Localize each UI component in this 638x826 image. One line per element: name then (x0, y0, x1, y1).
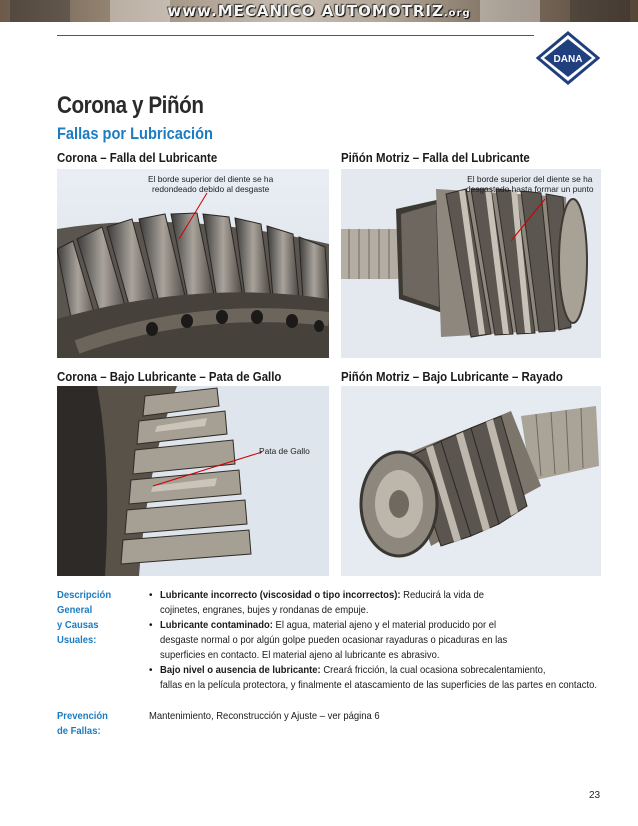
description-label-line: Descripción (57, 589, 112, 601)
bullet-icon: • (149, 590, 153, 601)
panel-3-note-line-1: Pata de Gallo (259, 446, 310, 456)
bullet-icon: • (149, 620, 153, 631)
panel-1-caption: Corona – Falla del Lubricante (57, 150, 218, 165)
pinion-scoring-photo (341, 386, 601, 576)
banner-title-suffix: .org (443, 8, 471, 19)
panel-2-note-line-2: desgastado hasta formar un punto (466, 184, 594, 194)
cause-item-1-text: Reducirá la vida de (400, 589, 485, 601)
page-title: Corona y Piñón (57, 92, 204, 119)
panel-3-note (259, 446, 310, 456)
prevention-label (57, 709, 108, 739)
prevention-reference-link[interactable]: Mantenimiento, Reconstrucción y Ajuste – ver página 6 (149, 710, 380, 722)
cause-item-1-line-1 (160, 588, 484, 603)
panel-3-caption: Corona – Bajo Lubricante – Pata de Gallo (57, 369, 282, 384)
description-label-line: y Causas (57, 619, 99, 631)
cause-item-3-line-2: fallas en la película protectora, y finalmente el atascamiento de las superficies de las partes en contacto. (160, 679, 598, 691)
panel-1-note (148, 174, 273, 194)
panel-1-note-line-1: El borde superior del diente se ha (148, 174, 274, 184)
pinion-lubricant-failure-photo (341, 169, 601, 358)
description-label-line: Usuales: (57, 634, 97, 646)
panel-1-note-line-2: redondeado debido al desgaste (151, 184, 270, 194)
ring-gear-crows-foot-photo (57, 386, 329, 576)
cause-item-2-lead: Lubricante contaminado: (160, 619, 273, 631)
prevention-label-line: de Fallas: (57, 725, 101, 737)
cause-item-1-lead: Lubricante incorrecto (viscosidad o tipo incorrectos): (160, 589, 401, 601)
bullet-icon: • (149, 665, 153, 676)
panel-2-caption: Piñón Motriz – Falla del Lubricante (341, 150, 530, 165)
cause-item-2-line-1 (160, 618, 496, 633)
prevention-label-line: Prevención (57, 710, 108, 722)
description-label (57, 588, 111, 648)
panel-2-note (466, 174, 594, 194)
panel-2-note-line-1: El borde superior del diente se ha (467, 174, 593, 184)
page-subtitle: Fallas por Lubricación (57, 124, 213, 143)
cause-item-2-line-3: superficies en contacto. El material ajeno al lubricante es abrasivo. (160, 649, 440, 661)
cause-item-2-line-2: desgaste normal o por algún golpe pueden ocasionar rayaduras o picaduras en las (160, 634, 508, 646)
dana-logo (536, 31, 600, 85)
banner-title-main: www.MECANICO AUTOMOTRIZ (167, 2, 444, 20)
site-banner (0, 0, 638, 22)
ring-gear-lubricant-failure-photo (57, 169, 329, 358)
dana-logo-text: DANA (553, 54, 583, 65)
description-label-line: General (57, 604, 93, 616)
page-number: 23 (589, 790, 601, 801)
cause-item-1-line-2: cojinetes, engranes, bujes y rondanas de empuje. (160, 604, 369, 616)
cause-item-3-line-1 (160, 663, 546, 678)
header-rule (57, 35, 534, 36)
cause-item-2-text: El agua, material ajeno y el material producido por el (272, 619, 497, 631)
cause-item-3-lead: Bajo nivel o ausencia de lubricante: (160, 664, 321, 676)
banner-title[interactable] (0, 2, 638, 20)
cause-item-3-text: Creará fricción, la cual ocasiona sobrecalentamiento, (320, 664, 546, 676)
panel-4-caption: Piñón Motriz – Bajo Lubricante – Rayado (341, 369, 563, 384)
